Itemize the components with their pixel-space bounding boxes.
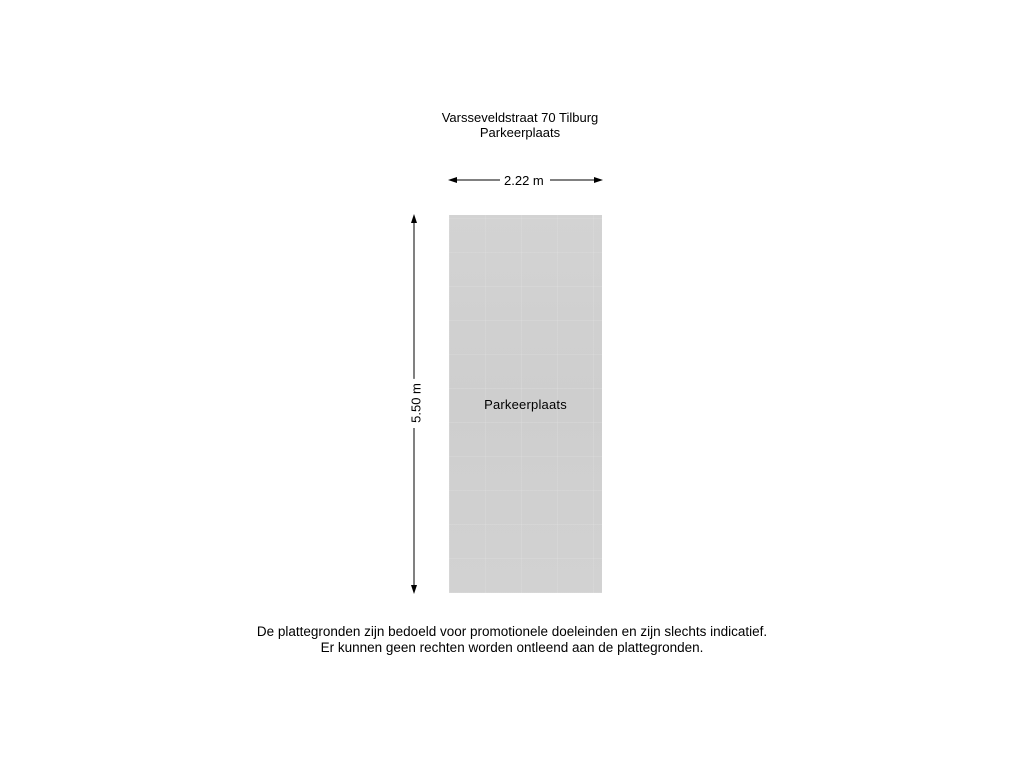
- height-arrow-bottom-icon: [411, 585, 417, 594]
- floor-subtitle: Parkeerplaats: [479, 125, 561, 140]
- length-dimension-label: 5.50 m: [409, 379, 424, 427]
- room-label: Parkeerplaats: [484, 397, 567, 412]
- disclaimer: [0, 624, 1024, 656]
- height-arrow-top-icon: [411, 214, 417, 223]
- disclaimer-line-1: De plattegronden zijn bedoeld voor promotionele doeleinden en zijn slechts indicatief.: [256, 624, 768, 639]
- width-dimension-label: 2.22 m: [501, 173, 547, 188]
- address-title: Varsseveldstraat 70 Tilburg: [441, 110, 599, 125]
- width-arrow-right-icon: [594, 177, 603, 183]
- room-parkeerplaats: [449, 215, 602, 593]
- floorplan-title: [0, 110, 1024, 140]
- width-arrow-left-icon: [448, 177, 457, 183]
- disclaimer-line-2: Er kunnen geen rechten worden ontleend aan de plattegronden.: [320, 640, 704, 655]
